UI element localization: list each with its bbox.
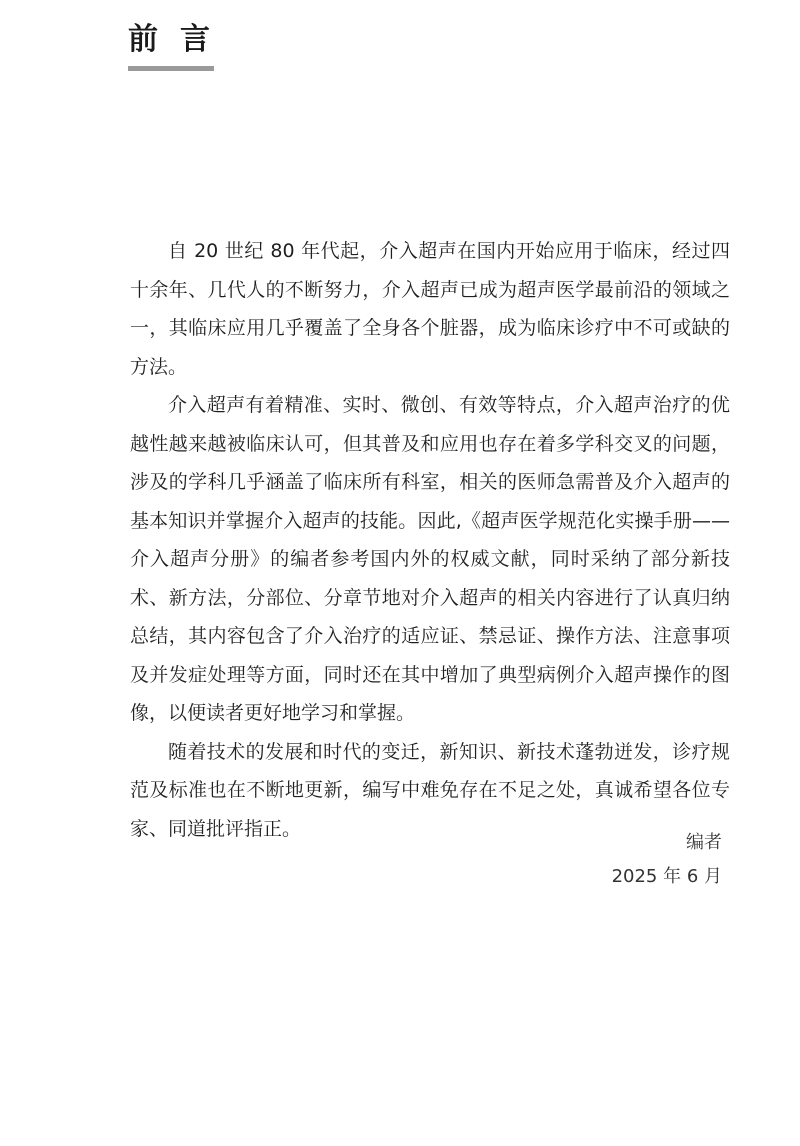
signature-date: 2025 年 6 月 [611, 866, 722, 887]
page-title: 前言 [128, 22, 232, 57]
title-underline [128, 66, 214, 71]
paragraph-1: 自 20 世纪 80 年代起，介入超声在国内开始应用于临床，经过四十余年、几代人的不断努力，介入超声已成为超声医学最前沿的领域之一，其临床应用几乎覆盖了全身各个脏器，成为临床诊疗中不可或缺的方法。 [130, 240, 730, 378]
signature-block [612, 826, 722, 894]
preface-body [130, 232, 730, 848]
paragraph-3: 随着技术的发展和时代的变迁，新知识、新技术蓬勃迸发，诊疗规范及标准也在不断地更新，编写中难免存在不足之处，真诚希望各位专家、同道批评指正。 [130, 740, 730, 840]
heading-block [128, 18, 232, 71]
signature-author: 编者 [686, 832, 722, 853]
paragraph-2: 介入超声有着精准、实时、微创、有效等特点，介入超声治疗的优越性越来越被临床认可，但其普及和应用也存在着多学科交叉的问题，涉及的学科几乎涵盖了临床所有科室，相关的医师急需普及介入超声的基本知识并掌握介入超声的技能。因此,《超声医学规范化实操手册——介入超声分册》的编者参考国内外的权威文献，同时采纳了部分新技术、新方法，分部位、分章节地对介入超声的相关内容进行了认真归纳总结，其内容包含了介入治疗的适应证、禁忌证、操作方法、注意事项及并发症处理等方面，同时还在其中增加了典型病例介入超声操作的图像，以便读者更好地学习和掌握。 [130, 394, 730, 724]
